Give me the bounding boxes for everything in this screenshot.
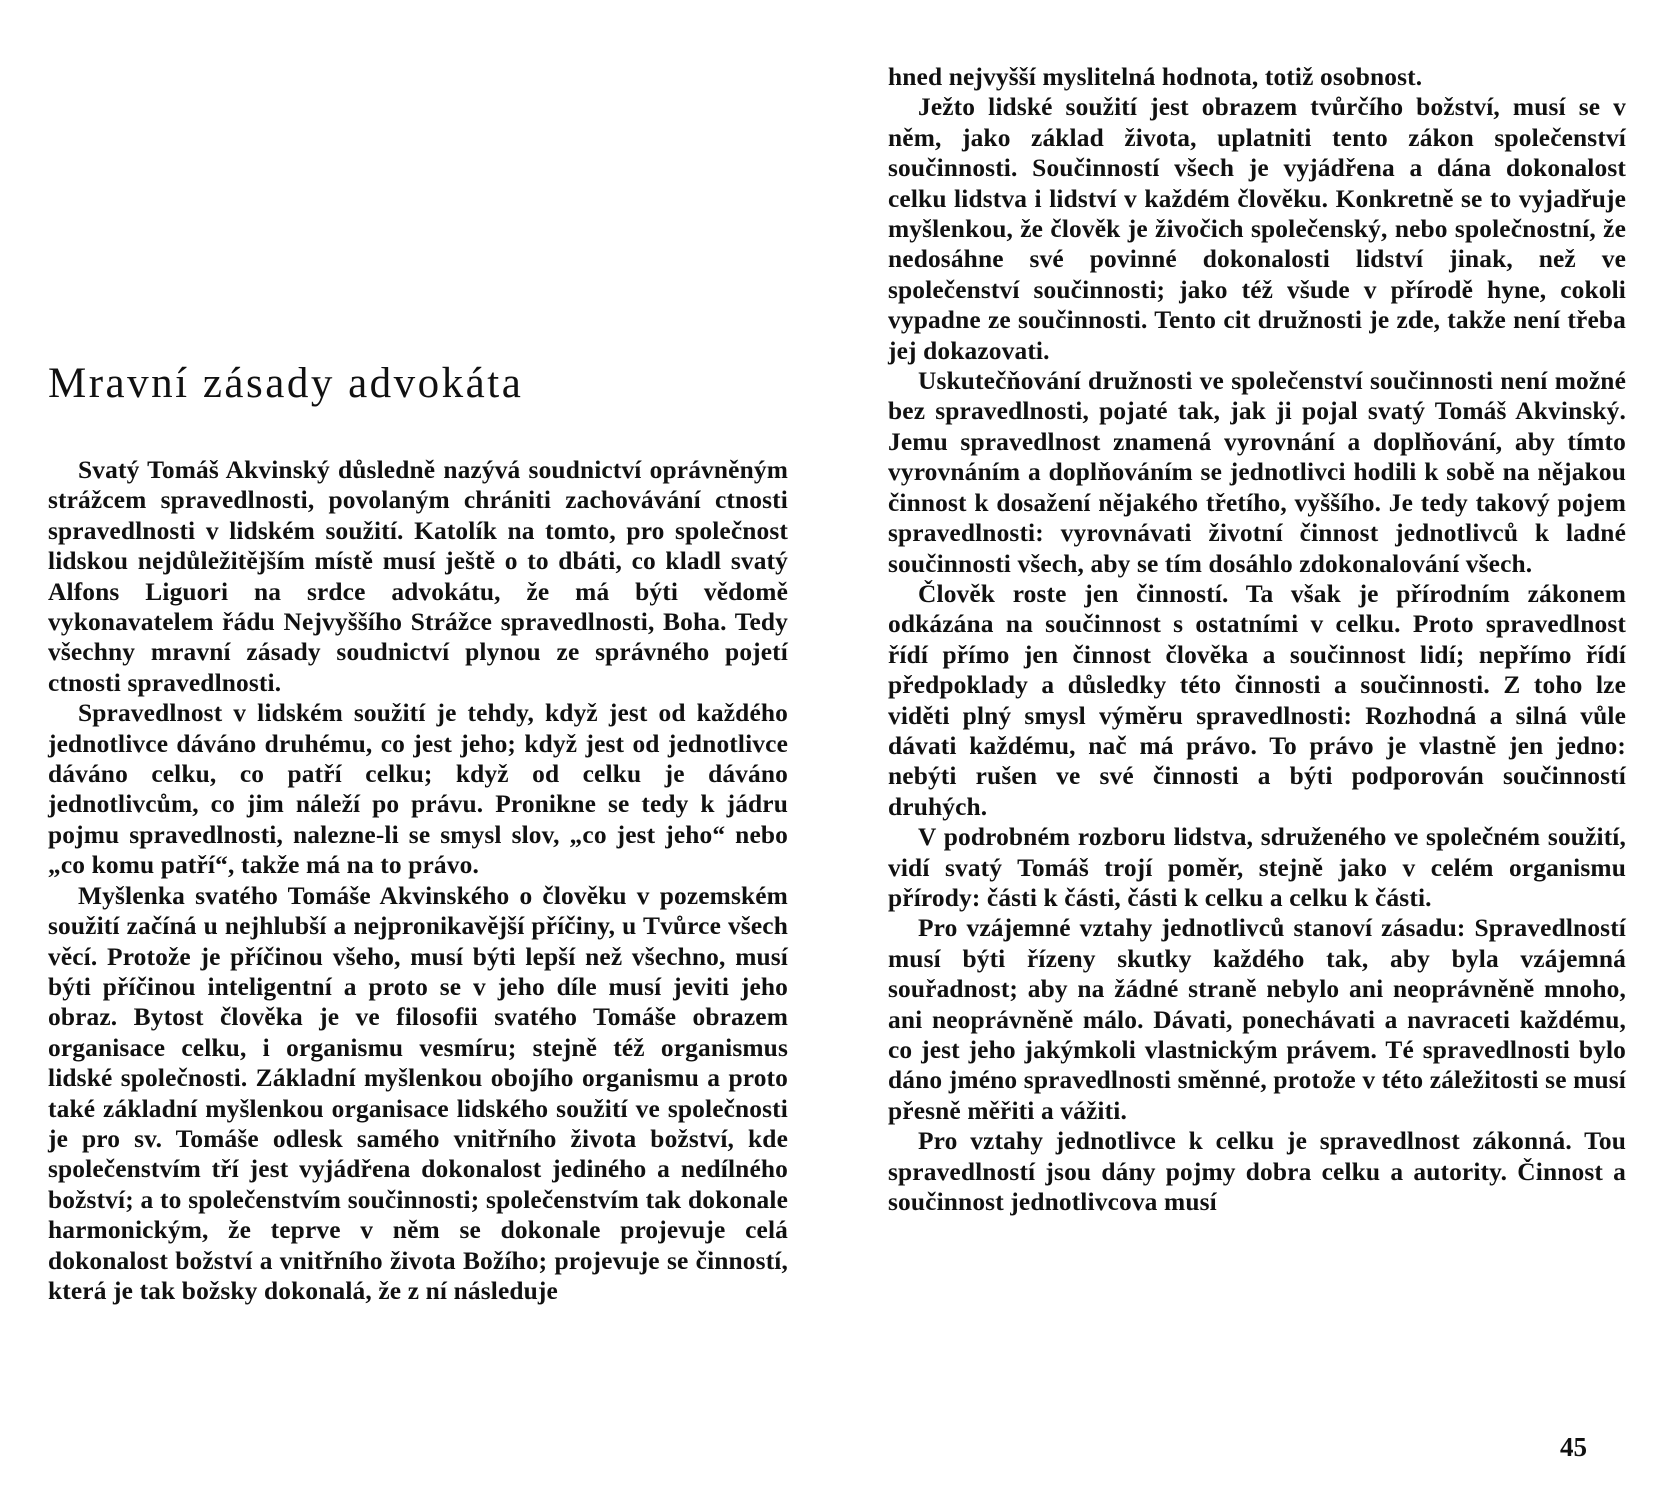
paragraph: Myšlenka svatého Tomáše Akvinského o člověku v pozemském soužití začíná u nejhlubší a nejpronikavější příčiny, u Tvůrce všech věcí. Protože je příčinou všeho, musí býti lepší než všechno, musí býti příčinou inteligentní a proto se v jeho díle musí jeviti jeho obraz. Bytost člověka je ve filosofii svatého Tomáše obrazem organisace celku, i organismu vesmíru; stejně též organismus lidské společnosti. Základní myšlenkou obojího organismu a proto také základní myšlenkou organisace lidského soužití ve společnosti je pro sv. Tomáše odlesk samého vnitřního života božství, kde společenstvím tří jest vyjádřena dokonalost jediného a nedílného božství; a to společenstvím součinnosti; společenstvím tak dokonale harmonickým, že teprve v něm se dokonale projevuje celá dokonalost božství a vnitřního života Božího; projevuje se činností, která je tak božsky dokonalá, že z ní následuje — [48, 881, 788, 1305]
paragraph: Spravedlnost v lidském soužití je tehdy, když jest od každého jednotlivce dáváno druhému, co jest jeho; když jest od jednotlivce dáváno celku, co patří celku; když od celku je dáváno jednotlivcům, co jim náleží po právu. Pronikne se tedy k jádru pojmu spravedlnosti, nalezne-li se smysl slov, „co jest jeho“ nebo „co komu patří“, takže má na to právo. — [48, 699, 788, 880]
right-column — [888, 62, 1626, 1217]
paragraph: Pro vztahy jednotlivce k celku je spravedlnost zákonná. Tou spravedlností jsou dány pojmy dobra celku a autority. Činnost a součinnost jednotlivcova musí — [888, 1127, 1626, 1217]
page-number: 45 — [1560, 1432, 1587, 1462]
paragraph: Svatý Tomáš Akvinský důsledně nazývá soudnictví oprávněným strážcem spravedlnosti, povolaným chrániti zachovávání ctnosti spravedlnosti v lidském soužití. Katolík na tomto, pro společnost lidskou nejdůležitějším místě musí ještě o to dbáti, co kladl svatý Alfons Liguori na srdce advokátu, že má býti vědomě vykonavatelem řádu Nejvyššího Strážce spravedlnosti, Boha. Tedy všechny mravní zásady soudnictví plynou ze správného pojetí ctnosti spravedlnosti. — [48, 456, 788, 697]
paragraph: Člověk roste jen činností. Ta však je přírodním zákonem odkázána na součinnost s ostatními v celku. Proto spravedlnost řídí přímo jen činnost člověka a součinnost lidí; nepřímo řídí předpoklady a důsledky této činnosti a součinnosti. Z toho lze viděti plný smysl výměru spravedlnosti: Rozhodná a silná vůle dávati každému, nač má právo. To právo je vlastně jen jedno: nebýti rušen ve své činnosti a býti podporován součinností druhých. — [888, 579, 1626, 821]
chapter-title: Mravní zásady advokáta — [48, 360, 524, 407]
continued-line: hned nejvyšší myslitelná hodnota, totiž osobnost. — [888, 63, 1423, 91]
paragraph: Pro vzájemné vztahy jednotlivců stanoví zásadu: Spravedlností musí býti řízeny skutky každého tak, aby byla vzájemná souřadnost; aby na žádné straně nebylo ani neoprávněně mnoho, ani neoprávněně málo. Dávati, ponechávati a navraceti každému, co jest jeho jakýmkoli vlastnickým právem. Té spravedlnosti bylo dáno jméno spravedlnosti směnné, protože v této záležitosti se musí přesně měřiti a vážiti. — [888, 914, 1626, 1125]
left-column — [48, 455, 788, 1306]
paragraph: V podrobném rozboru lidstva, sdruženého ve společném soužití, vidí svatý Tomáš trojí poměr, stejně jako v celém organismu přírody: části k části, části k celku a celku k části. — [888, 823, 1626, 912]
paragraph: Ježto lidské soužití jest obrazem tvůrčího božství, musí se v něm, jako základ života, uplatniti tento zákon společenství součinnosti. Součinností všech je vyjádřena a dána dokonalost celku lidstva i lidství v každém člověku. Konkretně se to vyjadřuje myšlenkou, že člověk je živočich společenský, nebo společnostní, že nedosáhne své povinné dokonalosti lidství jinak, než ve společenství součinnosti; jako též všude v přírodě hyne, cokoli vypadne ze součinnosti. Tento cit družnosti je zde, takže není třeba jej dokazovati. — [888, 93, 1626, 365]
paragraph: Uskutečňování družnosti ve společenství součinnosti není možné bez spravedlnosti, pojaté tak, jak ji pojal svatý Tomáš Akvinský. Jemu spravedlnost znamená vyrovnání a doplňování, aby tímto vyrovnáním a doplňováním se jednotlivci hodili k sobě na nějakou činnost k dosažení nějakého třetího, vyššího. Je tedy takový pojem spravedlnosti: vyrovnávati životní činnost jednotlivců k ladné součinnosti všech, aby se tím dosáhlo zdokonalování všech. — [888, 367, 1626, 578]
